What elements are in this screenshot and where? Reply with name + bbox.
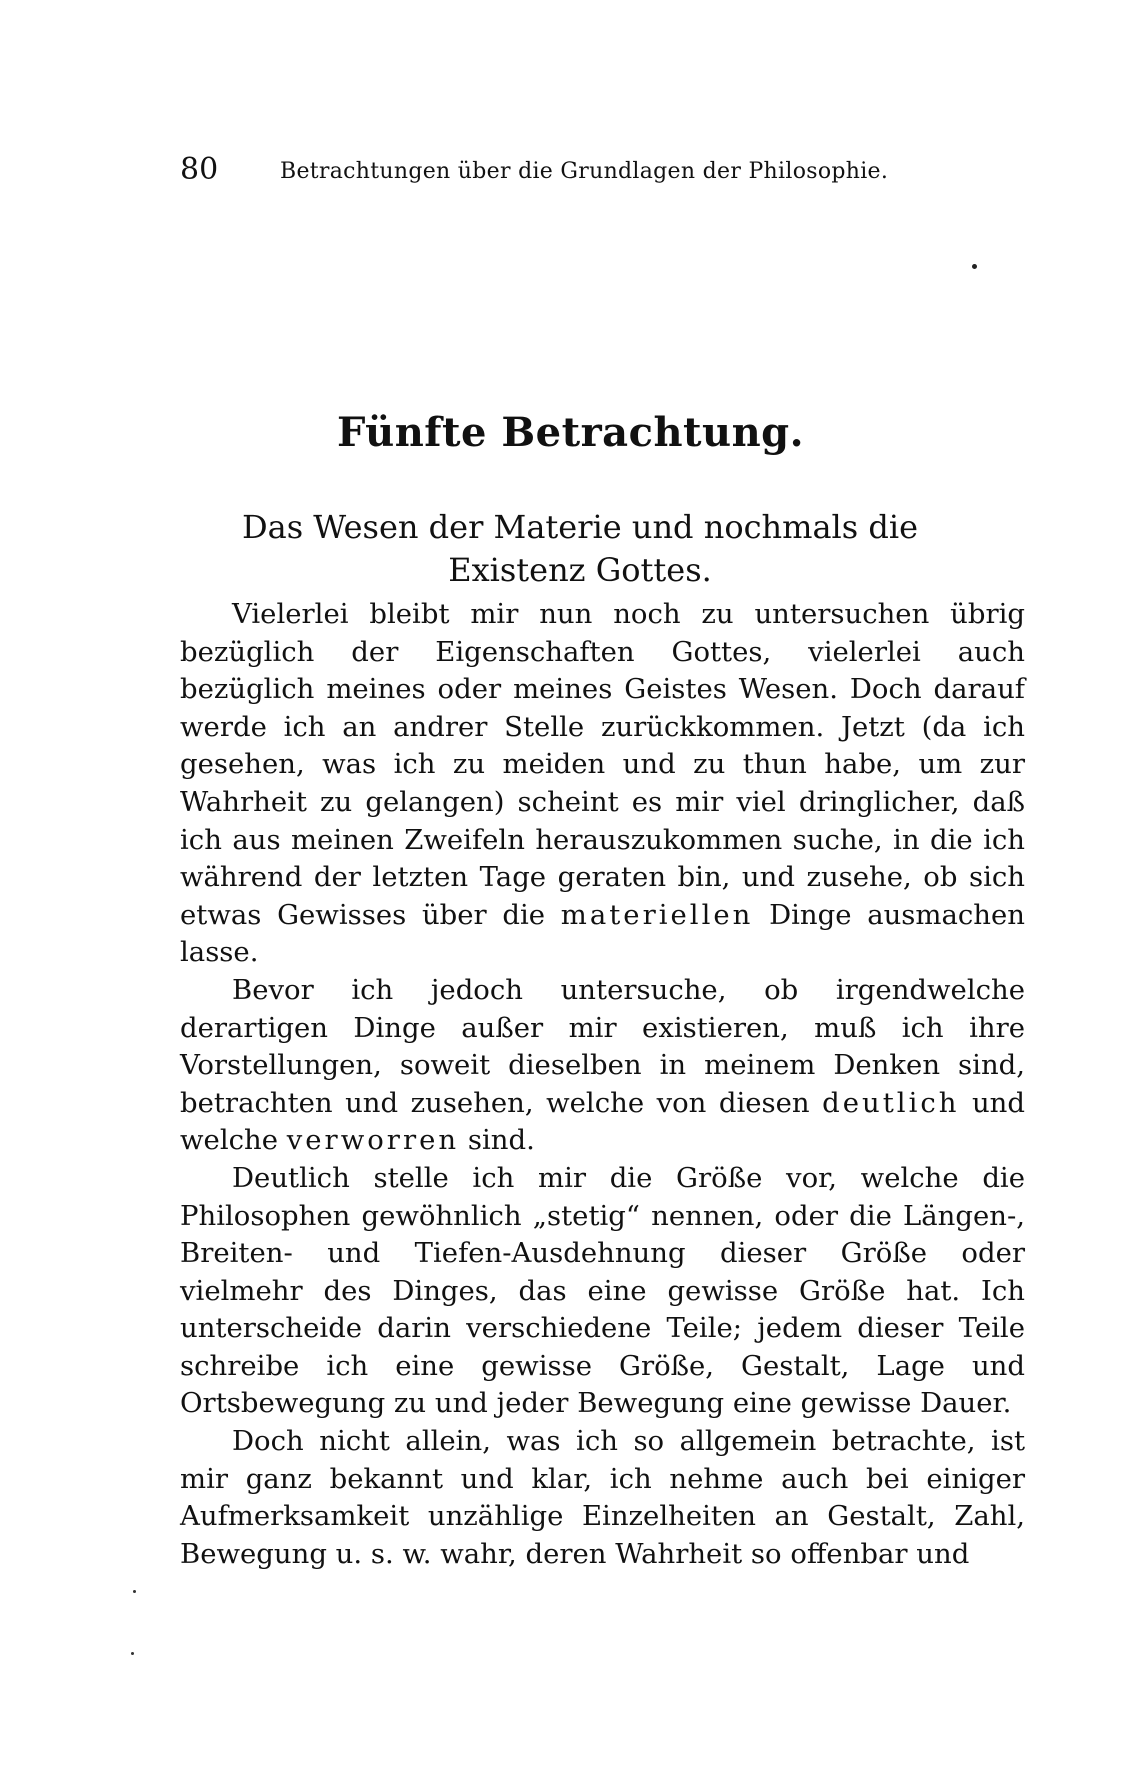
- paragraph-1-emphasis: materiellen: [560, 898, 754, 931]
- paragraph-3: Deutlich stelle ich mir die Größe vor, welche die Philosophen gewöhnlich „stetig“ nennen, oder die Längen-, Breiten- und Tiefen-Ausdehnung dieser Größe oder vielmehr des Dinges, das eine gewisse Größe hat. Ich unterscheide darin verschiedene Teile; jedem dieser Teile schreibe ich eine gewisse Größe, Gestalt, Lage und Ortsbewegung zu und jeder Bewegung eine gewisse Dauer.: [180, 1161, 1025, 1420]
- paragraph-1-text: Vielerlei bleibt mir nun noch zu untersuchen übrig bezüglich der Eigenschaften Gottes, vielerlei auch bezüglich meines oder meines Geistes Wesen. Doch darauf werde ich an andrer Stelle zurückkommen. Jetzt (da ich gesehen, was ich zu meiden und zu thun habe, um zur Wahrheit zu gelangen) scheint es mir viel dringlicher, daß ich aus meinen Zweifeln herauszukommen suche, in die ich während der letzten Tage geraten bin, und zusehe, ob sich etwas Gewisses über die: [180, 598, 1025, 931]
- paragraph-2-text: Bevor ich jedoch untersuche, ob irgendwelche derartigen Dinge außer mir existieren, muß ich ihre Vorstellungen, soweit dieselben in meinem Denken sind, betrachten und zusehen, welche von diesen: [180, 973, 1025, 1119]
- paragraph-2-emphasis-2: verworren: [286, 1124, 460, 1157]
- paragraph-2-middle: und welche: [180, 1086, 1025, 1157]
- print-speck-small: [133, 1590, 136, 1593]
- paragraph-4: Doch nicht allein, was ich so allgemein betrachte, ist mir ganz bekannt und klar, ich nehme auch bei einiger Aufmerksamkeit unzählige Einzelheiten an Gestalt, Zahl, Bewegung u. s. w. wahr, deren Wahrheit so offenbar und: [180, 1425, 1025, 1570]
- paragraph-1: [180, 596, 1025, 972]
- running-head: [180, 150, 940, 190]
- paragraph-2-end: sind.: [467, 1124, 535, 1157]
- paragraph-2-emphasis-1: deutlich: [822, 1086, 960, 1119]
- paragraph-1-end: Dinge ausmachen lasse.: [180, 898, 1025, 969]
- print-speck-small: [131, 1652, 134, 1655]
- print-speck: [972, 264, 977, 269]
- paragraph-2: [180, 972, 1025, 1160]
- running-title: Betrachtungen über die Grundlagen der Philosophie.: [280, 159, 889, 184]
- chapter-subtitle: Das Wesen der Materie und nochmals die Existenz Gottes.: [241, 508, 919, 589]
- page-number: 80: [180, 152, 219, 187]
- body-text: [180, 596, 1025, 1573]
- chapter-title: Fünfte Betrachtung.: [336, 409, 805, 456]
